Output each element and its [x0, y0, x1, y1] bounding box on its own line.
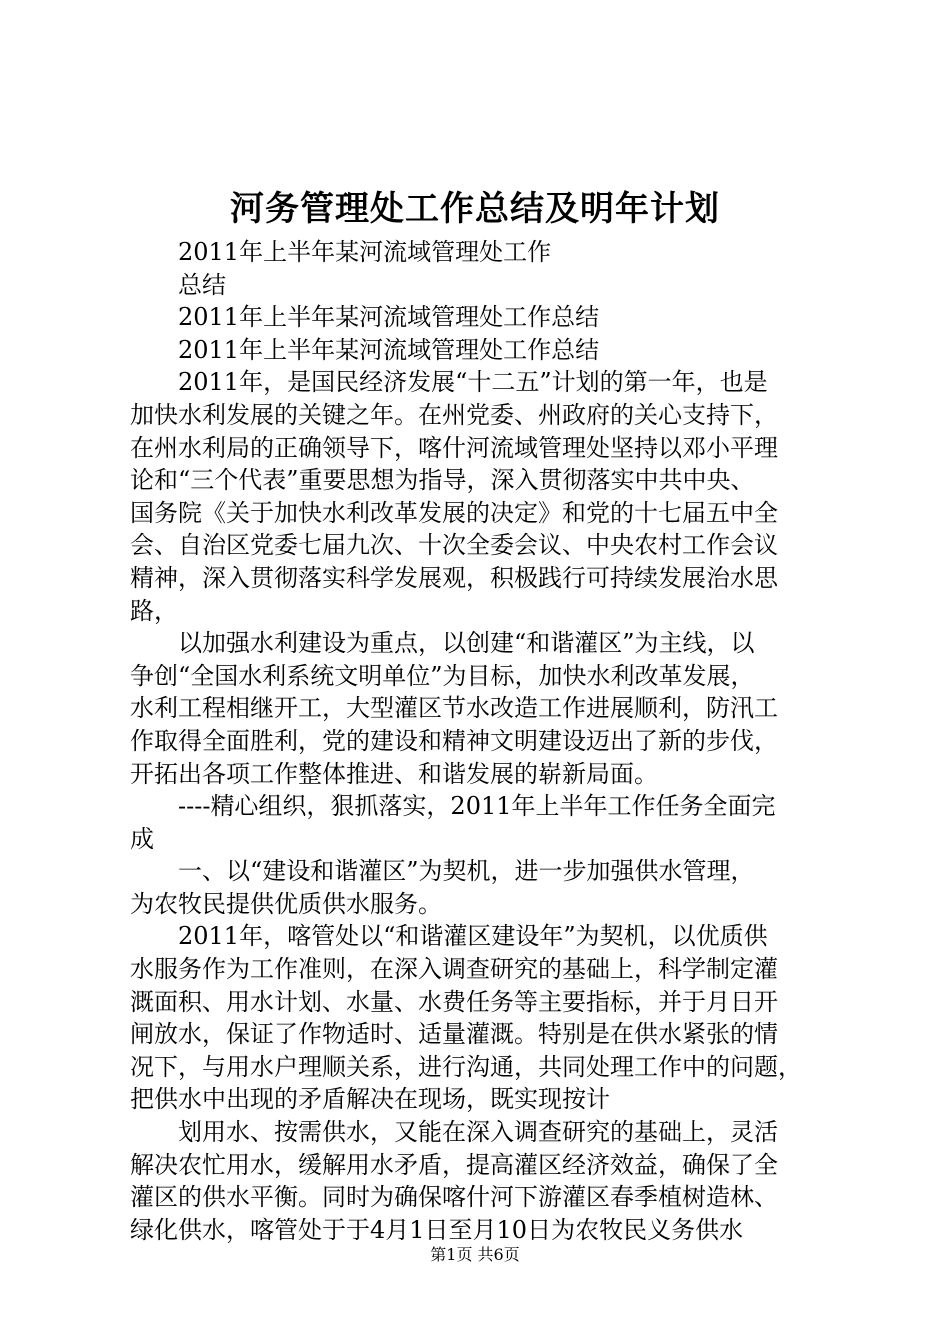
body-line: 总结	[178, 270, 226, 299]
body-line: 为农牧民提供优质供水服务。	[130, 889, 442, 918]
body-line: 划用水、按需供水，又能在深入调查研究的基础上，灵活	[178, 1118, 778, 1147]
body-line: 况下，与用水户理顺关系，进行沟通，共同处理工作中的问题，	[130, 1052, 802, 1081]
body-line: 在州水利局的正确领导下，喀什河流域管理处坚持以邓小平理	[130, 433, 778, 462]
body-line: 把供水中出现的矛盾解决在现场，既实现按计	[130, 1085, 610, 1114]
body-line: 灌区的供水平衡。同时为确保喀什河下游灌区春季植树造林、	[130, 1183, 778, 1212]
body-line: ----精心组织，狠抓落实，2011年上半年工作任务全面完	[178, 792, 776, 821]
body-line: 精神，深入贯彻落实科学发展观，积极践行可持续发展治水思	[130, 563, 778, 592]
document-body	[130, 236, 834, 1246]
body-line: 溉面积、用水计划、水量、水费任务等主要指标，并于月日开	[130, 987, 778, 1016]
body-line: 一、以“建设和谐灌区”为契机，进一步加强供水管理，	[178, 857, 755, 886]
body-line: 开拓出各项工作整体推进、和谐发展的崭新局面。	[130, 759, 658, 788]
body-line: 绿化供水，喀管处于于4月1日至月10日为农牧民义务供水	[130, 1215, 744, 1244]
body-line: 解决农忙用水，缓解用水矛盾，提高灌区经济效益，确保了全	[130, 1150, 778, 1179]
body-line: 以加强水利建设为重点，以创建“和谐灌区”为主线，以	[178, 629, 755, 658]
body-line: 2011年，是国民经济发展“十二五”计划的第一年，也是	[178, 368, 768, 397]
page-number-footer: 第1页 共6页	[430, 1245, 520, 1264]
body-line: 2011年上半年某河流域管理处工作	[178, 238, 552, 266]
body-line: 2011年上半年某河流域管理处工作总结	[178, 335, 600, 364]
body-line: 会、自治区党委七届九次、十次全委会议、中央农村工作会议	[130, 531, 778, 560]
body-line: 水利工程相继开工，大型灌区节水改造工作进展顺利，防汛工	[130, 694, 778, 723]
body-line: 2011年上半年某河流域管理处工作总结	[178, 303, 600, 332]
body-line: 论和“三个代表”重要思想为指导，深入贯彻落实中共中央、	[130, 466, 755, 495]
body-line: 争创“全国水利系统文明单位”为目标，加快水利改革发展，	[130, 661, 755, 690]
body-line: 路，	[130, 596, 178, 625]
body-line: 闸放水，保证了作物适时、适量灌溉。特别是在供水紧张的情	[130, 1020, 778, 1049]
body-line: 成	[130, 824, 154, 853]
document-title: 河务管理处工作总结及明年计划	[230, 189, 720, 229]
body-line: 国务院《关于加快水利改革发展的决定》和党的十七届五中全	[130, 498, 778, 527]
body-line: 加快水利发展的关键之年。在州党委、州政府的关心支持下，	[130, 400, 778, 429]
body-line: 2011年，喀管处以“和谐灌区建设年”为契机，以优质供	[178, 922, 768, 951]
body-line: 水服务作为工作准则，在深入调查研究的基础上，科学制定灌	[130, 955, 778, 984]
body-line: 作取得全面胜利，党的建设和精神文明建设迈出了新的步伐，	[130, 726, 778, 755]
